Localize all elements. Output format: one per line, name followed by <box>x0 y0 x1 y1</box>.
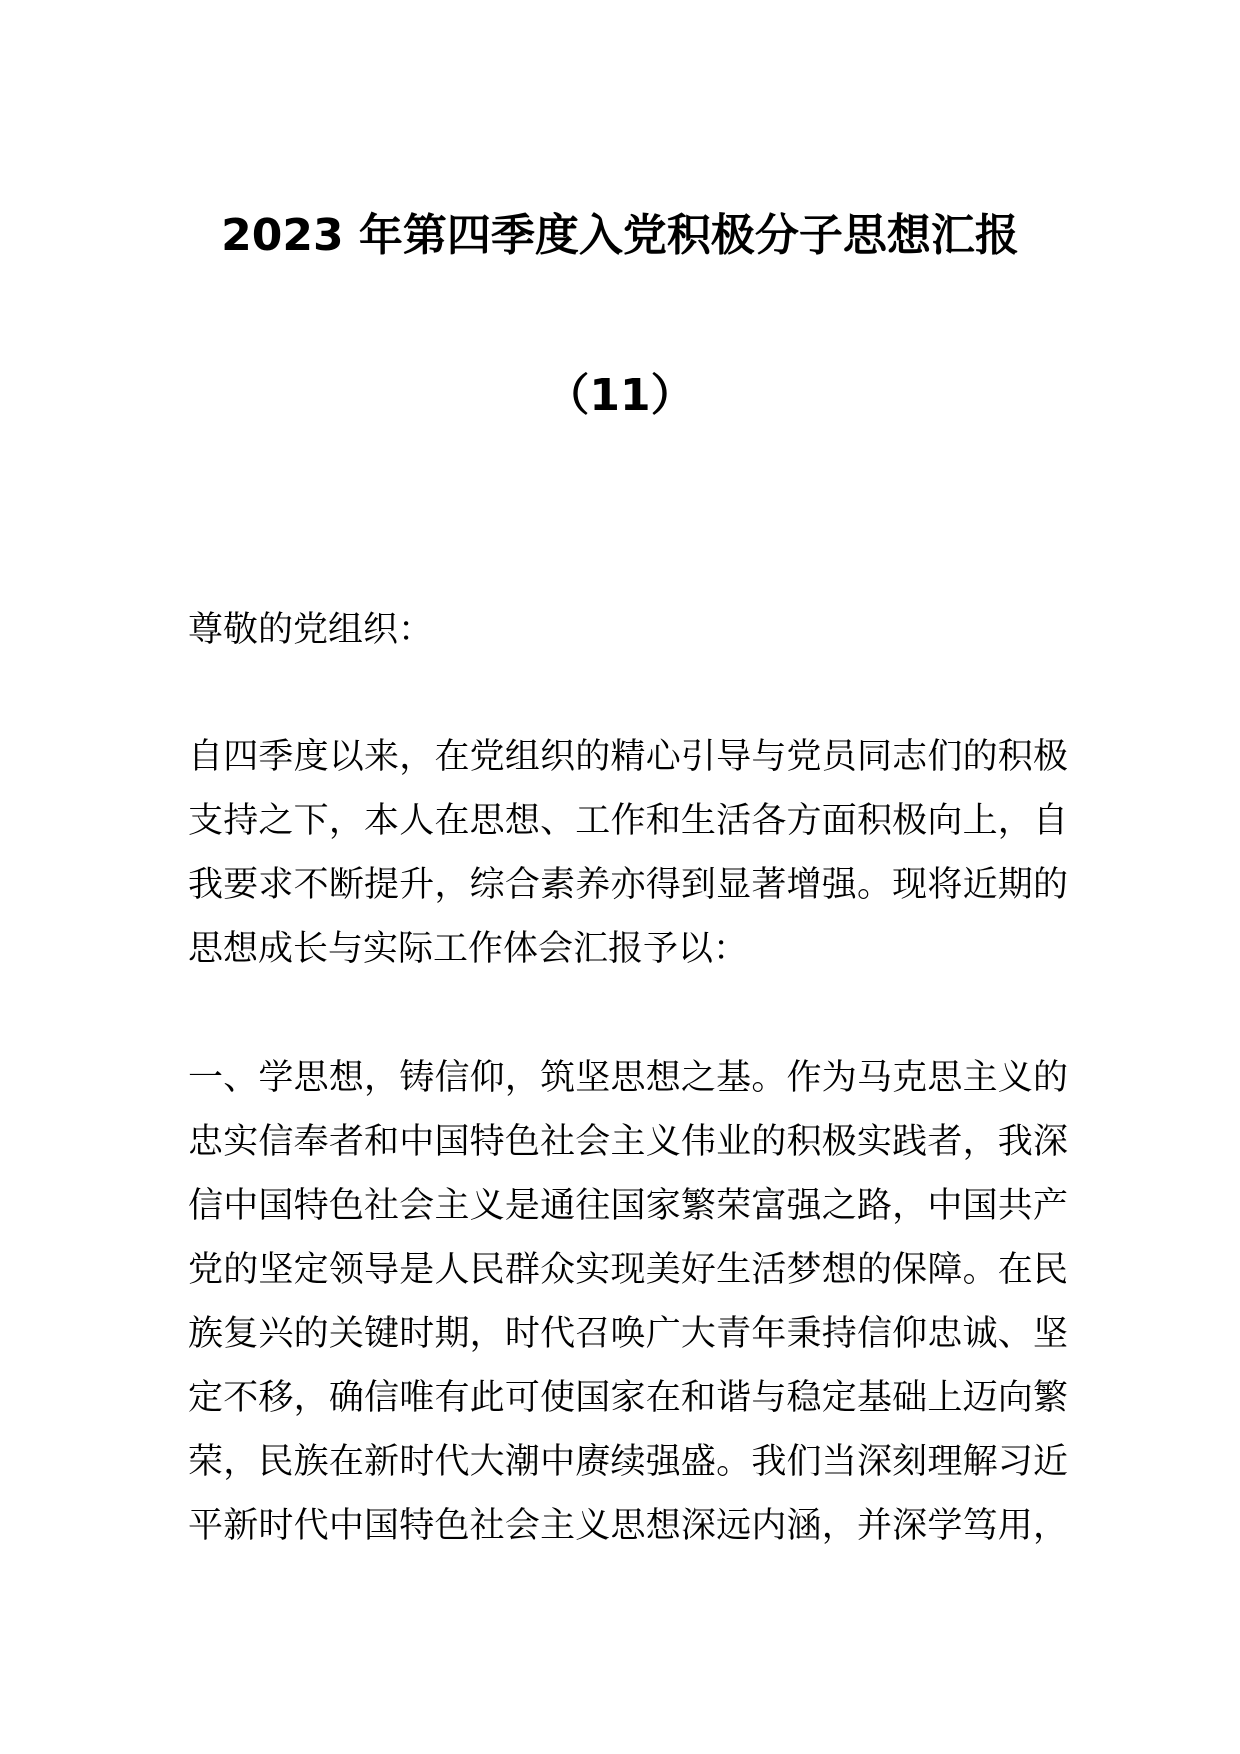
paragraph-line: 族复兴的关键时期，时代召唤广大青年秉持信仰忠诚、坚 <box>188 1314 1068 1354</box>
paragraph-line: 定不移，确信唯有此可使国家在和谐与稳定基础上迈向繁 <box>188 1378 1068 1418</box>
paragraph-line: 荣，民族在新时代大潮中赓续强盛。我们当深刻理解习近 <box>188 1442 1068 1482</box>
paragraph-line: 一、学思想，铸信仰，筑坚思想之基。作为马克思主义的 <box>188 1058 1068 1098</box>
paragraph-line: 平新时代中国特色社会主义思想深远内涵，并深学笃用， <box>188 1506 1068 1546</box>
document-subtitle: （11） <box>545 370 695 421</box>
paragraph-line: 信中国特色社会主义是通往国家繁荣富强之路，中国共产 <box>188 1186 1068 1226</box>
paragraph-line: 自四季度以来，在党组织的精心引导与党员同志们的积极 <box>188 737 1068 777</box>
paragraph-line: 我要求不断提升，综合素养亦得到显著增强。现将近期的 <box>188 865 1068 905</box>
document-title: 2023 年第四季度入党积极分子思想汇报 <box>221 210 1019 261</box>
paragraph-line: 思想成长与实际工作体会汇报予以： <box>188 929 749 969</box>
paragraph-line: 党的坚定领导是人民群众实现美好生活梦想的保障。在民 <box>188 1250 1068 1290</box>
paragraph-line: 忠实信奉者和中国特色社会主义伟业的积极实践者，我深 <box>188 1122 1068 1162</box>
paragraph-line: 支持之下，本人在思想、工作和生活各方面积极向上，自 <box>188 801 1068 841</box>
salutation: 尊敬的党组织： <box>188 610 434 650</box>
